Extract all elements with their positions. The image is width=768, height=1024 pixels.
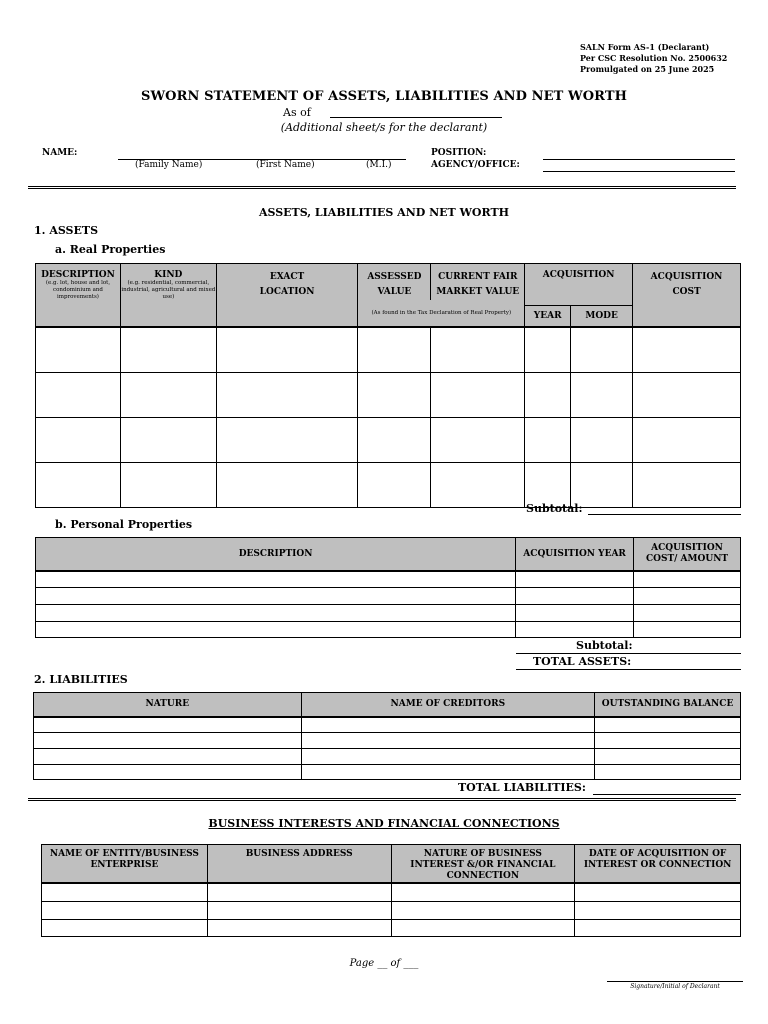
table-row xyxy=(36,622,741,638)
table-row xyxy=(42,919,741,936)
tax-declaration-note-cell xyxy=(358,300,525,327)
col-personal-description: DESCRIPTION xyxy=(36,538,516,571)
entity-header-1: NAME OF ENTITY/BUSINESS xyxy=(49,849,199,859)
col-acquisition: ACQUISITION xyxy=(525,264,633,306)
agency-label: AGENCY/OFFICE: xyxy=(431,160,520,170)
table-row xyxy=(36,372,741,417)
table-row xyxy=(36,417,741,462)
col-creditors: NAME OF CREDITORS xyxy=(301,693,595,717)
liabilities-table xyxy=(33,692,741,780)
table-row xyxy=(42,901,741,919)
col-description xyxy=(36,264,121,328)
total-liabilities-field[interactable] xyxy=(593,794,741,795)
col-acquisition-cost xyxy=(633,264,741,328)
resolution-number: Per CSC Resolution No. 2500632 xyxy=(580,53,728,63)
personal-properties-table xyxy=(35,537,741,638)
form-code: SALN Form AS-1 (Declarant) xyxy=(580,42,710,52)
table-row xyxy=(34,749,741,765)
col-outstanding-balance: OUTSTANDING BALANCE xyxy=(595,693,741,717)
additional-sheet-note: (Additional sheet/s for the declarant) xyxy=(280,121,488,134)
col-year: YEAR xyxy=(525,305,571,327)
page-number: Page __ of ___ xyxy=(349,958,419,969)
assessed-header: ASSESSED xyxy=(367,272,422,282)
real-properties-heading: a. Real Properties xyxy=(55,243,166,256)
assets-heading: 1. ASSETS xyxy=(34,224,99,237)
table-row xyxy=(42,883,741,901)
as-of-label: As of xyxy=(283,106,311,119)
market-value-header: MARKET VALUE xyxy=(436,287,520,297)
table-row xyxy=(36,605,741,622)
total-assets-field[interactable] xyxy=(516,669,741,670)
personal-properties-heading: b. Personal Properties xyxy=(55,518,193,531)
signature-caption: Signature/Initial of Declarant xyxy=(630,983,720,990)
location-header: LOCATION xyxy=(259,287,315,297)
table-row xyxy=(36,588,741,605)
col-assessed-value xyxy=(358,264,431,301)
signature-field[interactable] xyxy=(607,981,743,982)
promulgation-date: Promulgated on 25 June 2025 xyxy=(580,64,715,74)
nature-header-2: INTEREST &/OR FINANCIAL xyxy=(410,860,556,870)
col-date-of-acquisition xyxy=(575,845,741,884)
table-row xyxy=(34,717,741,733)
liabilities-heading: 2. LIABILITIES xyxy=(34,673,128,686)
col-mode: MODE xyxy=(571,305,633,327)
description-header: DESCRIPTION xyxy=(41,270,115,280)
position-field[interactable] xyxy=(543,159,735,160)
col-nature: NATURE xyxy=(34,693,302,717)
as-of-field[interactable] xyxy=(330,117,502,118)
form-reference xyxy=(580,42,730,75)
date-header-2: INTEREST OR CONNECTION xyxy=(583,860,732,870)
acq-cost-header-1: ACQUISITION xyxy=(650,272,723,282)
col-current-fair xyxy=(431,264,525,301)
col-acquisition-cost-amount xyxy=(634,538,741,571)
kind-note: (e.g. residential, commercial, industrial, agricultural and mixed use) xyxy=(121,280,216,300)
table-row xyxy=(34,733,741,749)
acq-cost-header-2: COST xyxy=(672,287,701,297)
col-nature-of-interest xyxy=(391,845,575,884)
col-entity-name xyxy=(42,845,208,884)
agency-field[interactable] xyxy=(543,171,735,172)
acq-amount-header-1: ACQUISITION xyxy=(651,542,723,553)
col-kind xyxy=(120,264,216,328)
first-name-caption: (First Name) xyxy=(256,160,315,170)
table-row xyxy=(36,327,741,372)
col-business-address: BUSINESS ADDRESS xyxy=(207,845,391,884)
personal-subtotal-field[interactable] xyxy=(516,653,741,654)
acq-amount-header-2: COST/ AMOUNT xyxy=(645,553,729,564)
table-row xyxy=(36,571,741,588)
divider xyxy=(28,186,736,189)
nature-header-3: CONNECTION xyxy=(446,871,520,881)
business-interests-heading: BUSINESS INTERESTS AND FINANCIAL CONNECTIONS xyxy=(208,817,560,830)
col-exact-location xyxy=(216,264,358,328)
page-title: SWORN STATEMENT OF ASSETS, LIABILITIES AND NET WORTH xyxy=(140,89,628,104)
table-row xyxy=(36,462,741,507)
real-subtotal-label: Subtotal: xyxy=(526,502,583,515)
entity-header-2: ENTERPRISE xyxy=(90,860,159,870)
kind-header: KIND xyxy=(154,270,183,280)
date-header-1: DATE OF ACQUISITION OF xyxy=(588,849,727,859)
divider xyxy=(28,798,736,801)
personal-subtotal-label: Subtotal: xyxy=(576,639,633,652)
real-subtotal-field[interactable] xyxy=(588,514,741,515)
current-fair-header: CURRENT FAIR xyxy=(438,272,518,282)
table-row xyxy=(34,765,741,780)
col-acquisition-year: ACQUISITION YEAR xyxy=(516,538,634,571)
exact-header: EXACT xyxy=(269,272,305,282)
position-label: POSITION: xyxy=(431,148,487,158)
value-header: VALUE xyxy=(377,287,412,297)
total-liabilities-label: TOTAL LIABILITIES: xyxy=(458,781,586,794)
name-label: NAME: xyxy=(42,148,78,158)
total-assets-label: TOTAL ASSETS: xyxy=(533,655,632,668)
real-properties-table xyxy=(35,263,741,508)
tax-declaration-note: (As found in the Tax Declaration of Real Property) xyxy=(371,309,512,316)
mi-caption: (M.I.) xyxy=(366,160,392,170)
nature-header-1: NATURE OF BUSINESS xyxy=(423,849,542,859)
alnw-heading: ASSETS, LIABILITIES AND NET WORTH xyxy=(258,206,510,219)
family-name-caption: (Family Name) xyxy=(135,160,203,170)
business-interests-table xyxy=(41,844,741,937)
description-note: (e.g. lot, house and lot, condominium and improvements) xyxy=(45,280,111,300)
